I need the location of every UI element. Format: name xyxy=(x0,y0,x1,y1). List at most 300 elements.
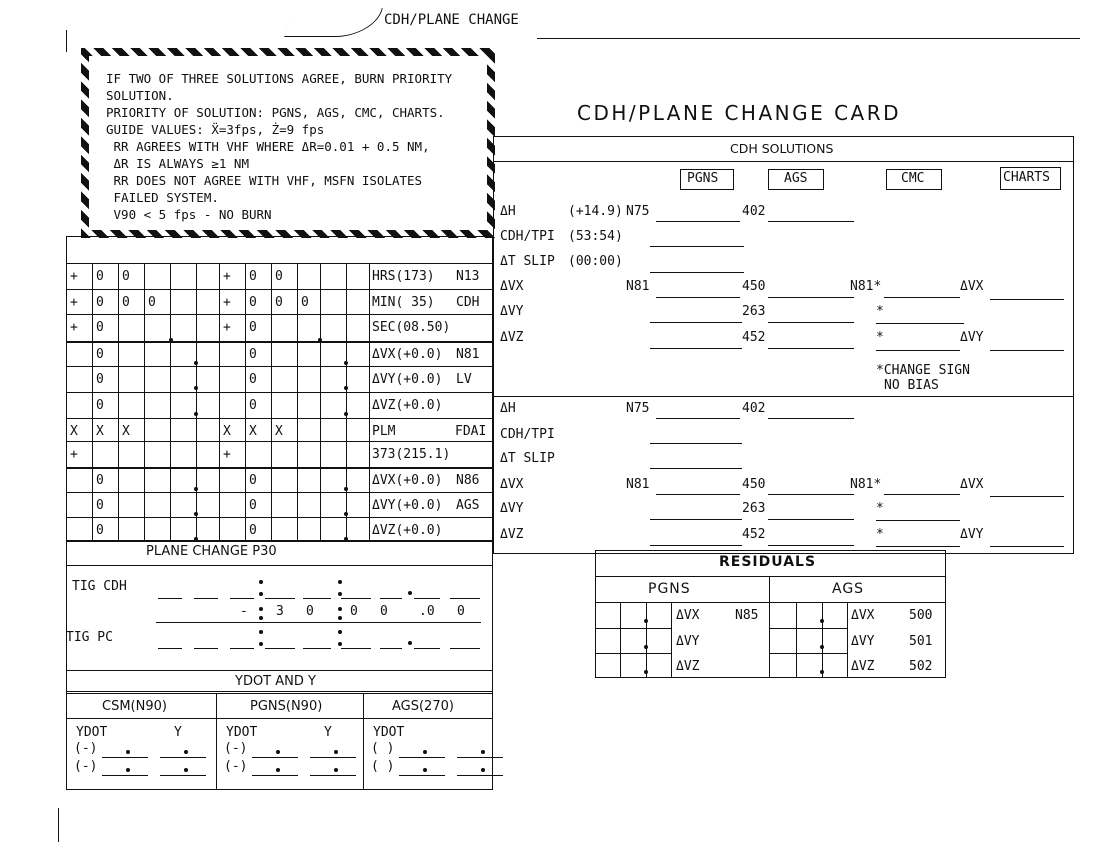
res-pgns-row: ΔVX xyxy=(676,608,700,623)
s1-dvz-ags-blank xyxy=(768,348,854,349)
pad-cell: 0 xyxy=(249,372,257,387)
delta-digit: - xyxy=(240,604,248,619)
pad-cell: X xyxy=(70,424,78,439)
y-blank xyxy=(160,775,206,776)
tig-blank xyxy=(303,598,331,599)
pad-cell: 0 xyxy=(275,295,283,310)
pad-cell: 0 xyxy=(96,320,104,335)
page-header-title: CDH/PLANE CHANGE xyxy=(384,12,519,28)
margin-mark-top xyxy=(66,30,67,52)
res-ags-row: ΔVZ xyxy=(851,659,875,674)
decimal-dot xyxy=(276,750,280,754)
colon-dot xyxy=(338,607,342,611)
colon-dot xyxy=(259,592,263,596)
ydot-label: YDOT xyxy=(76,725,108,740)
decimal-dot xyxy=(334,750,338,754)
s1-star: * xyxy=(876,304,884,319)
s1-dvx2: ΔVX xyxy=(960,279,984,294)
y-blank xyxy=(457,775,503,776)
sign-field: (-) xyxy=(224,741,248,756)
pad-cell: 0 xyxy=(122,295,130,310)
y-blank xyxy=(160,757,206,758)
ydot-col-head: AGS(270) xyxy=(392,699,454,714)
sign-field: (-) xyxy=(74,741,98,756)
colon-dot xyxy=(338,642,342,646)
decimal-dot xyxy=(481,768,485,772)
source-cmc-label: CMC xyxy=(901,171,925,186)
ydot-col-head: PGNS(N90) xyxy=(250,699,323,714)
pad-row-tag: N81 xyxy=(456,347,480,362)
residuals-ags-head: AGS xyxy=(832,581,865,597)
res-col-rule xyxy=(822,602,823,678)
s1-dvx-charts-blank xyxy=(990,299,1064,300)
pad-row-label: ΔVX(+0.0) xyxy=(372,347,443,362)
header-curve xyxy=(284,8,383,37)
tig-blank xyxy=(380,598,402,599)
source-charts-label: CHARTS xyxy=(1003,170,1050,185)
s1-dvz-pgns-blank xyxy=(650,348,742,349)
s1-star2: * xyxy=(876,330,884,345)
tig-blank xyxy=(265,598,295,599)
decimal-dot xyxy=(644,670,648,674)
s1-450: 450 xyxy=(742,279,766,294)
pad-row-rule xyxy=(66,289,493,290)
s1-note2: NO BIAS xyxy=(884,378,939,393)
s1-dh-val: (+14.9) xyxy=(568,204,623,219)
s1-note1: *CHANGE SIGN xyxy=(876,363,970,378)
pad-cell: 0 xyxy=(301,295,309,310)
pad-cell: + xyxy=(70,295,78,310)
res-ags-val: 500 xyxy=(909,608,933,623)
pad-col-rule xyxy=(271,263,272,541)
colon-dot xyxy=(259,580,263,584)
decimal-dot xyxy=(194,512,198,516)
res-col-rule xyxy=(847,602,848,678)
source-ags xyxy=(768,169,824,190)
res-ags-val: 502 xyxy=(909,659,933,674)
pad-row-rule xyxy=(66,517,493,518)
decimal-dot xyxy=(423,768,427,772)
tig-blank xyxy=(194,648,218,649)
res-row-rule xyxy=(595,653,671,654)
pad-col-rule xyxy=(346,263,347,541)
pad-cell: + xyxy=(223,447,231,462)
note-line: RR DOES NOT AGREE WITH VHF, MSFN ISOLATES xyxy=(106,173,423,188)
notes-text xyxy=(106,70,452,223)
s2-n75: N75 xyxy=(626,401,650,416)
s1-dvz-cmc-blank xyxy=(876,350,960,351)
decimal-dot xyxy=(194,487,198,491)
pad-cell: 0 xyxy=(96,269,104,284)
pad-col-rule xyxy=(144,263,145,541)
pad-cell: 0 xyxy=(249,398,257,413)
s2-452: 452 xyxy=(742,527,766,542)
s1-402: 402 xyxy=(742,204,766,219)
res-ags-val: 501 xyxy=(909,634,933,649)
delta-line xyxy=(156,622,481,623)
source-pgns-label: PGNS xyxy=(687,171,719,186)
colon-dot xyxy=(338,580,342,584)
delta-digit: 0 xyxy=(457,604,465,619)
decimal-dot xyxy=(344,487,348,491)
s2-dvy-pgns-blank xyxy=(650,519,742,520)
pad-row-label: HRS(173) xyxy=(372,269,435,284)
pad-grid-top-rule xyxy=(66,263,493,264)
decimal-dot xyxy=(344,412,348,416)
pad-cell: 0 xyxy=(96,523,104,538)
s1-dvy: ΔVY xyxy=(500,304,524,319)
pad-block-rule xyxy=(66,467,493,469)
colon-dot xyxy=(259,607,263,611)
plane-change-title: PLANE CHANGE P30 xyxy=(146,544,277,559)
s1-dvx-pgns-blank xyxy=(656,297,740,298)
tig-blank xyxy=(303,648,331,649)
s1-cdh-tpi-blank xyxy=(650,246,744,247)
res-pgns-row: ΔVZ xyxy=(676,659,700,674)
pad-block-rule xyxy=(66,341,493,343)
pad-row-label: MIN( 35) xyxy=(372,295,435,310)
tig-blank xyxy=(158,598,182,599)
card-title: CDH/PLANE CHANGE CARD xyxy=(577,101,902,125)
pad-row-label: ΔVY(+0.0) xyxy=(372,498,443,513)
s1-dvy-ags-blank xyxy=(768,322,854,323)
tig-blank xyxy=(194,598,218,599)
delta-digit: 0 xyxy=(306,604,314,619)
pad-row-label: SEC(08.50) xyxy=(372,320,451,335)
s2-dvx-charts-blank xyxy=(990,496,1064,497)
decimal-dot xyxy=(423,750,427,754)
res-pgns-tag: N85 xyxy=(735,608,759,623)
tig-blank xyxy=(450,648,480,649)
decimal-dot xyxy=(820,645,824,649)
s1-dh-ags-blank xyxy=(768,221,854,222)
note-line: FAILED SYSTEM. xyxy=(106,190,219,205)
s1-452: 452 xyxy=(742,330,766,345)
pad-cell: X xyxy=(275,424,283,439)
s1-dh-pgns-blank xyxy=(656,221,740,222)
pad-col-rule xyxy=(118,263,119,541)
decimal-dot xyxy=(644,619,648,623)
residuals-title: RESIDUALS xyxy=(719,554,817,570)
s2-dvz-ags-blank xyxy=(768,545,854,546)
s2-dvy-cmc-blank xyxy=(876,520,960,521)
ydot-blank xyxy=(399,775,445,776)
s1-n81s: N81* xyxy=(850,279,882,294)
pad-cell: 0 xyxy=(96,347,104,362)
ydot-blank xyxy=(102,775,148,776)
ydot-col-div xyxy=(363,693,364,789)
y-blank xyxy=(310,757,356,758)
decimal-dot xyxy=(126,750,130,754)
source-pgns xyxy=(680,169,734,190)
sign-field: (-) xyxy=(224,759,248,774)
pad-col-rule xyxy=(369,263,370,541)
delta-digit: 0 xyxy=(350,604,358,619)
sign-field: ( ) xyxy=(371,741,395,756)
tig-blank xyxy=(230,598,254,599)
s1-dvz: ΔVZ xyxy=(500,330,524,345)
pad-row-label: ΔVZ(+0.0) xyxy=(372,523,443,538)
tig-blank xyxy=(450,598,480,599)
pad-col-rule xyxy=(219,263,220,541)
residuals-pgns-head: PGNS xyxy=(648,581,691,597)
pad-row-tag: FDAI xyxy=(455,424,487,439)
decimal-dot xyxy=(481,750,485,754)
colon-dot xyxy=(259,642,263,646)
s2-450: 450 xyxy=(742,477,766,492)
note-line: RR AGREES WITH VHF WHERE ΔR=0.01 + 0.5 NM, xyxy=(106,139,430,154)
ydot-label: YDOT xyxy=(226,725,258,740)
decimal-dot xyxy=(318,338,322,342)
pad-row-rule xyxy=(66,492,493,493)
tig-pc-label: TIG PC xyxy=(66,630,113,645)
pad-cell: X xyxy=(223,424,231,439)
s1-dvy-cmc-blank xyxy=(876,323,964,324)
s1-263: 263 xyxy=(742,304,766,319)
solutions-header-rule xyxy=(493,161,1074,162)
pad-cell: 0 xyxy=(249,320,257,335)
pad-row-tag: N13 xyxy=(456,269,480,284)
tig-blank xyxy=(380,648,402,649)
colon-dot xyxy=(259,616,263,620)
residuals-mid-div xyxy=(769,576,770,678)
pad-cell: + xyxy=(70,447,78,462)
s2-dh: ΔH xyxy=(500,401,516,416)
section-divider xyxy=(493,396,1074,397)
decimal-dot xyxy=(820,670,824,674)
s2-dvx: ΔVX xyxy=(500,477,524,492)
pad-row-rule xyxy=(66,418,493,419)
decimal-dot xyxy=(344,386,348,390)
decimal-dot xyxy=(169,338,173,342)
decimal-dot xyxy=(408,641,412,645)
pad-cell: 0 xyxy=(96,295,104,310)
pad-cell: 0 xyxy=(96,473,104,488)
pad-col-rule xyxy=(196,263,197,541)
note-line: V90 < 5 fps - NO BURN xyxy=(106,207,272,222)
source-cmc xyxy=(886,169,942,190)
s1-dt-slip: ΔT SLIP xyxy=(500,254,555,269)
s2-dvy: ΔVY xyxy=(500,501,524,516)
pad-row-rule xyxy=(66,392,493,393)
pad-cell: 0 xyxy=(249,498,257,513)
s2-cdh-tpi-blank xyxy=(650,443,742,444)
pad-cell: 0 xyxy=(122,269,130,284)
res-col-rule xyxy=(796,602,797,678)
pad-row-tag: N86 xyxy=(456,473,480,488)
decimal-dot xyxy=(194,412,198,416)
pad-cell: 0 xyxy=(249,347,257,362)
s1-cdh-tpi: CDH/TPI xyxy=(500,229,555,244)
s2-dvz: ΔVZ xyxy=(500,527,524,542)
colon-dot xyxy=(338,630,342,634)
colon-dot xyxy=(259,630,263,634)
pad-row-label: PLM xyxy=(372,424,396,439)
delta-digit: .0 xyxy=(419,604,435,619)
margin-mark-bottom xyxy=(58,808,59,842)
pad-cell: 0 xyxy=(96,398,104,413)
pad-cell: 0 xyxy=(96,498,104,513)
s2-dvx-pgns-blank xyxy=(656,494,740,495)
pad-cell: X xyxy=(96,424,104,439)
pad-cell: X xyxy=(122,424,130,439)
ydot-title: YDOT AND Y xyxy=(235,674,316,689)
sign-field: (-) xyxy=(74,759,98,774)
pad-cell: 0 xyxy=(249,473,257,488)
tig-blank xyxy=(230,648,254,649)
y-blank xyxy=(310,775,356,776)
s2-cdh-tpi: CDH/TPI xyxy=(500,427,555,442)
note-line: ΔR IS ALWAYS ≥1 NM xyxy=(106,156,249,171)
header-rule xyxy=(537,38,1080,39)
decimal-dot xyxy=(344,512,348,516)
decimal-dot xyxy=(644,645,648,649)
decimal-dot xyxy=(126,768,130,772)
s1-dvy-pgns-blank xyxy=(650,322,742,323)
ydot-col-div xyxy=(216,693,217,789)
s2-n81: N81 xyxy=(626,477,650,492)
ydot-title-rule xyxy=(66,693,493,694)
pad-cell: 0 xyxy=(96,372,104,387)
ydot-blank xyxy=(252,775,298,776)
s2-dt-slip-blank xyxy=(650,468,742,469)
note-line: IF TWO OF THREE SOLUTIONS AGREE, BURN PRIORITY xyxy=(106,71,453,86)
sign-field: ( ) xyxy=(371,759,395,774)
tig-blank xyxy=(265,648,295,649)
decimal-dot xyxy=(194,386,198,390)
decimal-dot xyxy=(334,768,338,772)
s2-dt-slip: ΔT SLIP xyxy=(500,451,555,466)
ydot-head-rule xyxy=(66,718,493,719)
decimal-dot xyxy=(276,768,280,772)
s1-dvx: ΔVX xyxy=(500,279,524,294)
s2-dvy2: ΔVY xyxy=(960,527,984,542)
res-row-rule xyxy=(769,653,847,654)
s2-dvy-ags-blank xyxy=(768,519,854,520)
s2-star: * xyxy=(876,501,884,516)
s1-n81: N81 xyxy=(626,279,650,294)
pad-cell: + xyxy=(70,269,78,284)
decimal-dot xyxy=(820,619,824,623)
decimal-dot xyxy=(344,361,348,365)
s2-dh-pgns-blank xyxy=(656,418,740,419)
tig-blank xyxy=(158,648,182,649)
delta-digit: 3 xyxy=(276,604,284,619)
s1-cdh-tpi-val: (53:54) xyxy=(568,229,623,244)
pad-row-tag: LV xyxy=(456,372,472,387)
pad-row-label: ΔVY(+0.0) xyxy=(372,372,443,387)
ydot-blank xyxy=(252,757,298,758)
colon-dot xyxy=(338,592,342,596)
pad-row-label: ΔVX(+0.0) xyxy=(372,473,443,488)
pad-cell: + xyxy=(223,269,231,284)
note-line: PRIORITY OF SOLUTION: PGNS, AGS, CMC, CHARTS. xyxy=(106,105,445,120)
decimal-dot xyxy=(184,750,188,754)
s2-dvx2: ΔVX xyxy=(960,477,984,492)
s1-n75: N75 xyxy=(626,204,650,219)
solutions-header: CDH SOLUTIONS xyxy=(730,141,834,156)
tig-blank xyxy=(341,648,371,649)
pad-cell: 0 xyxy=(148,295,156,310)
pad-cell: + xyxy=(223,295,231,310)
ydot-blank xyxy=(399,757,445,758)
s2-263: 263 xyxy=(742,501,766,516)
residuals-head-rule xyxy=(595,602,946,603)
tig-blank xyxy=(341,598,371,599)
s2-dvz-pgns-blank xyxy=(650,545,742,546)
pad-cell: 0 xyxy=(249,523,257,538)
ydot-blank xyxy=(102,757,148,758)
decimal-dot xyxy=(194,361,198,365)
res-row-rule xyxy=(595,628,671,629)
s1-dvy2: ΔVY xyxy=(960,330,984,345)
s1-dvx-ags-blank xyxy=(768,297,854,298)
s1-dh: ΔH xyxy=(500,204,516,219)
res-pgns-row: ΔVY xyxy=(676,634,700,649)
s2-n81s: N81* xyxy=(850,477,882,492)
pad-row-rule xyxy=(66,314,493,315)
ydot-label: YDOT xyxy=(373,725,405,740)
note-line: SOLUTION. xyxy=(106,88,174,103)
s2-dvz-cmc-blank xyxy=(876,546,960,547)
pad-row-label: 373(215.1) xyxy=(372,447,451,462)
pad-cell: 0 xyxy=(249,295,257,310)
res-col-rule xyxy=(620,602,621,678)
cdh-solutions-table xyxy=(493,136,1074,554)
pad-cell: X xyxy=(249,424,257,439)
res-row-rule xyxy=(769,628,847,629)
delta-digit: 0 xyxy=(380,604,388,619)
s2-402: 402 xyxy=(742,401,766,416)
pad-cell: 0 xyxy=(249,269,257,284)
pad-row-rule xyxy=(66,441,493,442)
note-line: GUIDE VALUES: Ẍ=3fps, Ż=9 fps xyxy=(106,122,325,137)
decimal-dot xyxy=(184,768,188,772)
res-col-rule xyxy=(671,602,672,678)
pad-col-rule xyxy=(92,263,93,541)
tig-blank xyxy=(414,598,440,599)
y-blank xyxy=(457,757,503,758)
s2-dh-ags-blank xyxy=(768,418,854,419)
tig-cdh-label: TIG CDH xyxy=(72,579,127,594)
s2-star2: * xyxy=(876,527,884,542)
ydot-col-head: CSM(N90) xyxy=(102,699,167,714)
s2-dvx-cmc-blank xyxy=(884,494,960,495)
pad-row-tag: AGS xyxy=(456,498,480,513)
pad-row-label: ΔVZ(+0.0) xyxy=(372,398,443,413)
s1-dvz-charts-blank xyxy=(990,350,1064,351)
s2-dvz-charts-blank xyxy=(990,546,1064,547)
tig-blank xyxy=(414,648,440,649)
pad-cell: + xyxy=(223,320,231,335)
s1-dt-slip-val: (00:00) xyxy=(568,254,623,269)
pad-row-tag: CDH xyxy=(456,295,480,310)
pad-col-rule xyxy=(297,263,298,541)
res-ags-row: ΔVX xyxy=(851,608,875,623)
y-label: Y xyxy=(324,725,332,740)
source-ags-label: AGS xyxy=(784,171,808,186)
pad-col-rule xyxy=(320,263,321,541)
colon-dot xyxy=(338,616,342,620)
pad-cell: 0 xyxy=(275,269,283,284)
pad-cell: + xyxy=(70,320,78,335)
pad-row-rule xyxy=(66,366,493,367)
res-ags-row: ΔVY xyxy=(851,634,875,649)
s1-dt-slip-blank xyxy=(650,272,744,273)
y-label: Y xyxy=(174,725,182,740)
s1-dvx-cmc-blank xyxy=(884,297,960,298)
pad-col-rule xyxy=(245,263,246,541)
